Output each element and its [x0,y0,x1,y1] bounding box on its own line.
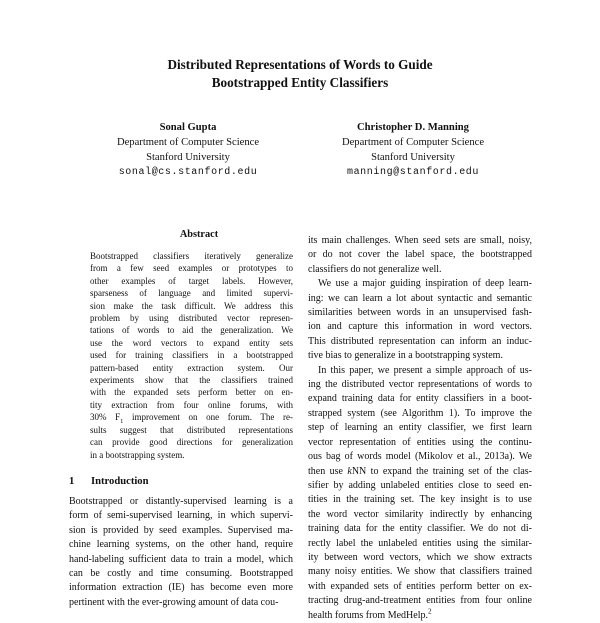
section-number: 1 [69,476,75,487]
author-name: Christopher D. Manning [357,122,469,133]
paragraph [308,234,532,277]
author-email[interactable]: manning@stanford.edu [346,167,480,178]
text-line: Bootstrapped classifiers iteratively generalize [90,251,293,261]
text-line: sifier by adding unlabeled entities close to seed en- [308,479,532,491]
text-line: We use a major guiding inspiration of deep learn- [318,278,532,290]
text-line: chine learning systems, on the other hand, require [69,539,293,551]
text-line: health forums from MedHelp.$^2$ [308,607,432,621]
text-line: sion is provided by seed examples. Supervised ma- [69,524,293,536]
paragraph [308,277,532,363]
abstract-body [90,250,293,461]
text-line: step of learning an entity classifier, we first learn [308,422,532,434]
text-line: can be costly and time consuming. Bootstrapped [69,568,293,580]
author-university: Stanford University [146,152,230,163]
text-line: pertinent with the ever-growing amount of data cou- [69,596,279,608]
text-line: information extraction (IE) has become even more [69,582,293,594]
text-line: can provide good directions for generalization [90,437,293,448]
paragraph [308,364,532,623]
author-block-1 [110,120,266,180]
text-line: many noisy entities. We show that classifiers trained [308,566,532,578]
text-line: tity extraction from four online forums, with [90,399,293,410]
text-line: hand-labeling sufficient data to train a model, which [69,553,293,565]
text-line: similarities between words in an unsupervised fash- [308,307,532,319]
text-line: ing: we can learn a lot about syntactic and semantic [308,292,532,304]
author-university: Stanford University [371,152,455,163]
author-department: Department of Computer Science [116,137,260,148]
text-line: in a bootstrapping system. [90,449,185,460]
text-line: classifiers do not generalize well. [308,263,442,275]
text-line: ing the distributed vector representations of words to [308,379,532,391]
text-line: 30% $F_1$ improvement on one forum. The re- [90,412,293,426]
text-line: sparseness of language and limited supervi- [90,288,293,299]
text-line: with the expanded sets perform better on en- [90,387,293,398]
text-line: tations of words to aid the generalization. We [90,325,293,336]
text-line: or do not cover the label space, the bootstrapped [308,249,532,261]
text-line: tive bias to generalize in a bootstrapping system. [308,350,503,362]
text-line: ous bag of words model (Mikolov et al., 2013a). We [308,451,532,463]
text-line: the word vector similarity indirectly by enhancing [308,508,532,520]
section-heading-introduction [69,476,149,487]
text-line: with expanded sets of entities perform better on ex- [308,580,532,592]
text-line: used for training classifiers in a bootstrapped [90,350,293,361]
text-line: tracting drug-and-treatment entities from four online [308,595,532,607]
text-line: tities in the training set. The key insight is to use [308,494,532,506]
text-line: use the word vectors to expand entity sets [90,337,293,348]
author-block-2 [315,120,511,180]
text-line: strapped system (see Algorithm 1). To improve the [308,407,532,419]
author-name: Sonal Gupta [159,122,217,133]
text-line: Bootstrapped or distantly-supervised learning is a [69,496,293,507]
text-line: In this paper, we present a simple approach of us- [318,364,532,376]
text-line: from a few seed examples or prototypes to [90,263,293,274]
text-line: its main challenges. When seed sets are small, noisy, [308,235,532,246]
abstract-heading: Abstract [179,229,219,240]
text-line: ion and capture this information in word vectors. [308,321,532,333]
text-line: then use kNN to expand the training set of the clas- [308,465,533,477]
paper-title-line-1: Distributed Representations of Words to Guide [167,57,433,72]
text-line: experiments show that the classifiers trained [90,375,293,386]
text-line: form of semi-supervised learning, in which supervi- [69,510,293,522]
text-line: expand training data for entity classifiers in a boot- [308,393,532,405]
text-line: rectly label the unlabeled entities using the similar- [308,537,532,549]
author-department: Department of Computer Science [341,137,485,148]
right-column-body [308,234,532,623]
text-line: ity between word vectors, which we show extracts [308,551,532,563]
text-line: problem by using distributed vector represen- [90,313,293,324]
introduction-body [69,495,293,610]
paper-title-line-2: Bootstrapped Entity Classifiers [211,75,389,90]
author-email[interactable]: sonal@cs.stanford.edu [118,167,258,178]
text-line: pattern-based entity extraction system. Our [90,362,293,373]
text-line: training data for the entity classifier. We do not di- [308,523,532,535]
text-line: other examples of target labels. However, [90,275,293,286]
text-line: sults suggest that distributed representations [90,424,293,435]
text-line: This distributed representation can inform an induc- [308,335,532,347]
text-line: sion make the task difficult. We address this [90,300,293,311]
section-title: Introduction [91,476,149,487]
text-line: vector representation of entities using the continu- [308,436,532,448]
